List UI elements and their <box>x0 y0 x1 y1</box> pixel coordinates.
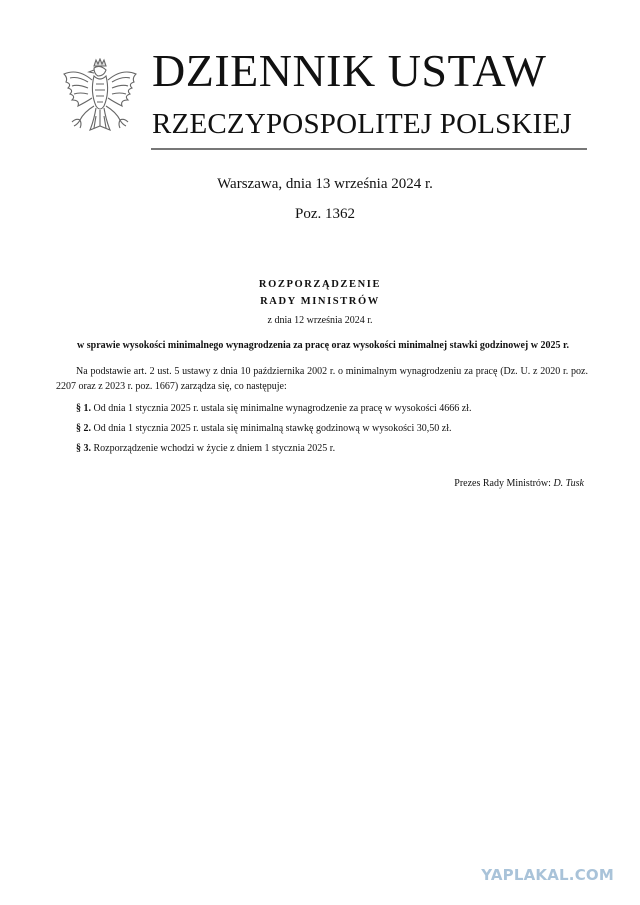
paragraph-number: § 2. <box>76 423 91 434</box>
paragraph-text: Od dnia 1 stycznia 2025 r. ustala się minimalne wynagrodzenie za pracę w wysokości 4666 zł. <box>91 403 472 414</box>
publication-position: Poz. 1362 <box>295 206 355 222</box>
act-type: ROZPORZĄDZENIE <box>258 279 382 290</box>
act-preamble: Na podstawie art. 2 ust. 5 ustawy z dnia 10 października 2002 r. o minimalnym wynagrodzeniu za pracę (Dz. U. z 2020 r. poz. 2207 oraz z 2023 r. poz. 1667) zarządza się, co następuje: <box>56 366 588 392</box>
paragraph-text: Rozporządzenie wchodzi w życie z dniem 1 stycznia 2025 r. <box>91 443 336 454</box>
paragraph-2 <box>76 423 596 434</box>
journal-subtitle: RZECZYPOSPOLITEJ POLSKIEJ <box>152 108 572 140</box>
paragraph-text: Od dnia 1 stycznia 2025 r. ustala się minimalną stawkę godzinową w wysokości 30,50 zł. <box>91 423 452 434</box>
journal-title: DZIENNIK USTAW <box>152 45 547 96</box>
polish-eagle-emblem-icon <box>58 58 142 152</box>
act-date: z dnia 12 września 2024 r. <box>267 315 373 326</box>
paragraph-1 <box>76 403 596 414</box>
paragraph-number: § 3. <box>76 443 91 454</box>
act-subject: w sprawie wysokości minimalnego wynagrodzenia za pracę oraz wysokości minimalnej stawki godzinowej w 2025 r. <box>77 340 569 351</box>
signature-name: D. Tusk <box>553 478 584 489</box>
paragraph-3 <box>76 443 596 454</box>
publication-place-date: Warszawa, dnia 13 września 2024 r. <box>217 176 433 192</box>
paragraph-number: § 1. <box>76 403 91 414</box>
signature <box>454 478 584 489</box>
site-watermark: YAPLAKAL.COM <box>481 866 614 884</box>
header-divider <box>151 148 587 150</box>
act-issuer: RADY MINISTRÓW <box>260 296 380 307</box>
signature-role: Prezes Rady Ministrów: <box>454 478 554 489</box>
